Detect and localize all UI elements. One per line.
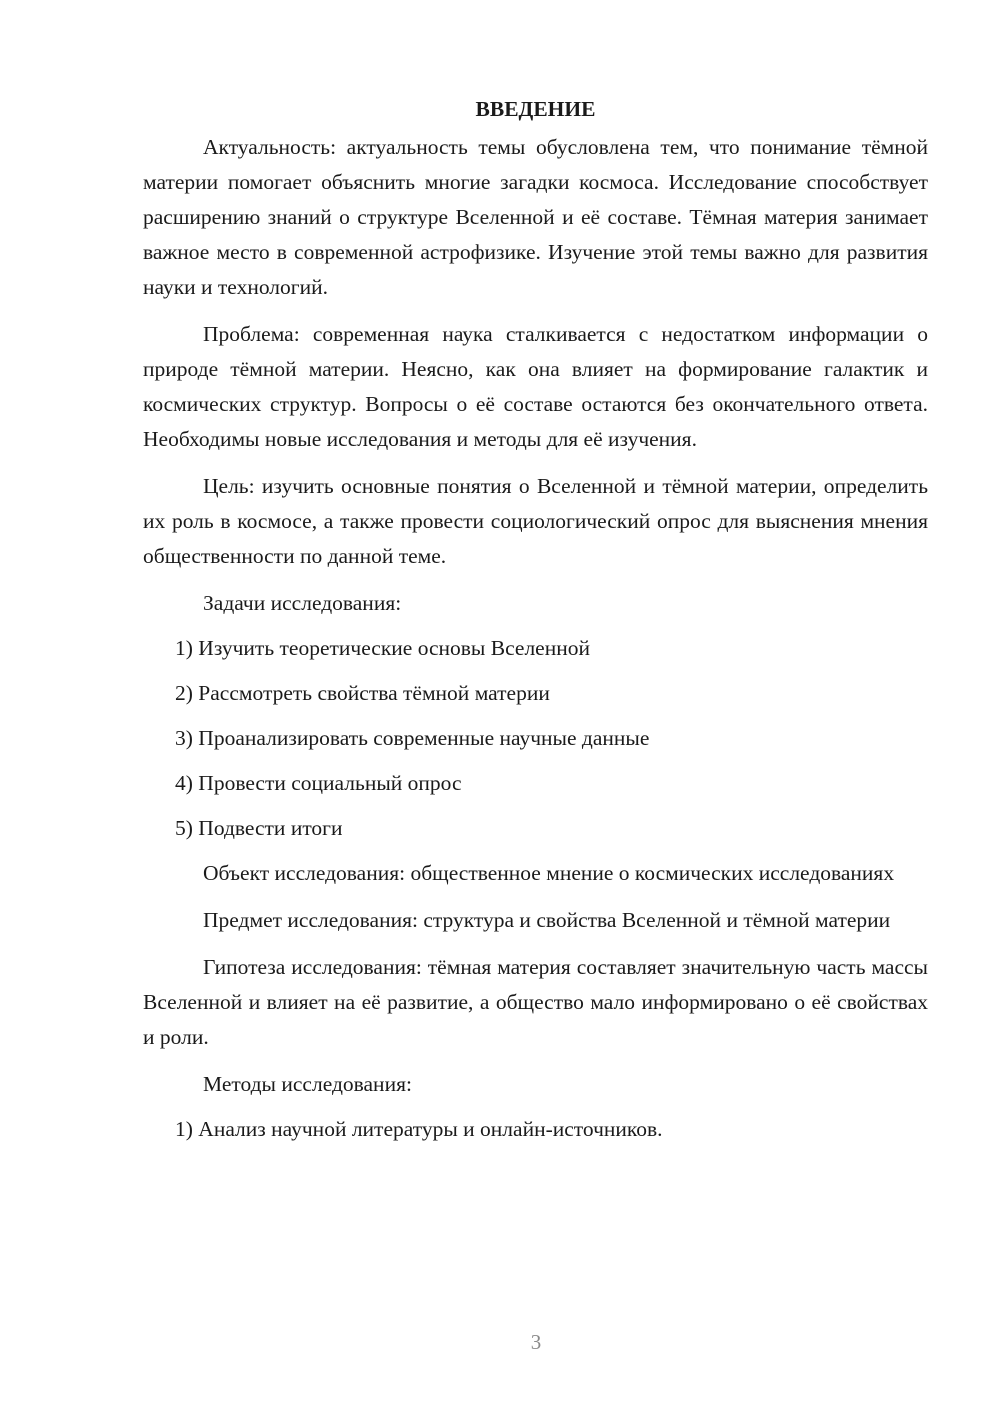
list-item-number: 1) <box>175 636 193 660</box>
tasks-label: Задачи исследования: <box>203 591 402 615</box>
list-item-text: Проанализировать современные научные данные <box>198 726 650 750</box>
paragraph-problem: Проблема: современная наука сталкивается с недостатком информации о природе тёмной материи. Неясно, как она влияет на формирование галактик и космических структур. Вопросы о её составе остаются без окончательного ответа. Необходимы новые исследования и методы для её изучения. <box>143 322 928 451</box>
page-number: 3 <box>530 1330 542 1354</box>
paragraph-subject: Предмет исследования: структура и свойства Вселенной и тёмной материи <box>203 908 891 932</box>
methods-label: Методы исследования: <box>203 1072 412 1096</box>
list-item <box>143 676 928 711</box>
tasks-list <box>143 631 928 846</box>
page-content <box>143 92 928 1157</box>
paragraph-hypothesis: Гипотеза исследования: тёмная материя составляет значительную часть массы Вселенной и влияет на её развитие, а общество мало информировано о её свойствах и роли. <box>143 955 928 1049</box>
list-item-number: 2) <box>175 681 193 705</box>
list-item <box>143 721 928 756</box>
paragraph-goal: Цель: изучить основные понятия о Вселенной и тёмной материи, определить их роль в космосе, а также провести социологический опрос для выяснения мнения общественности по данной теме. <box>143 474 928 568</box>
page-title: ВВЕДЕНИЕ <box>475 97 596 121</box>
paragraph-relevance: Актуальность: актуальность темы обусловлена тем, что понимание тёмной материи помогает объяснить многие загадки космоса. Исследование способствует расширению знаний о структуре Вселенной и её составе. Тёмная материя занимает важное место в современной астрофизике. Изучение этой темы важно для развития науки и технологий. <box>143 135 928 299</box>
list-item <box>143 766 928 801</box>
list-item-number: 4) <box>175 771 193 795</box>
list-item <box>143 1112 928 1147</box>
list-item <box>143 631 928 666</box>
list-item-text: Анализ научной литературы и онлайн-источников. <box>198 1117 663 1141</box>
list-item-text: Подвести итоги <box>198 816 343 840</box>
methods-list <box>143 1112 928 1147</box>
list-item-text: Провести социальный опрос <box>198 771 462 795</box>
list-item-number: 5) <box>175 816 193 840</box>
list-item-number: 3) <box>175 726 193 750</box>
list-item-number: 1) <box>175 1117 193 1141</box>
list-item-text: Изучить теоретические основы Вселенной <box>198 636 590 660</box>
list-item <box>143 811 928 846</box>
paragraph-object: Объект исследования: общественное мнение о космических исследованиях <box>203 861 895 885</box>
list-item-text: Рассмотреть свойства тёмной материи <box>198 681 550 705</box>
